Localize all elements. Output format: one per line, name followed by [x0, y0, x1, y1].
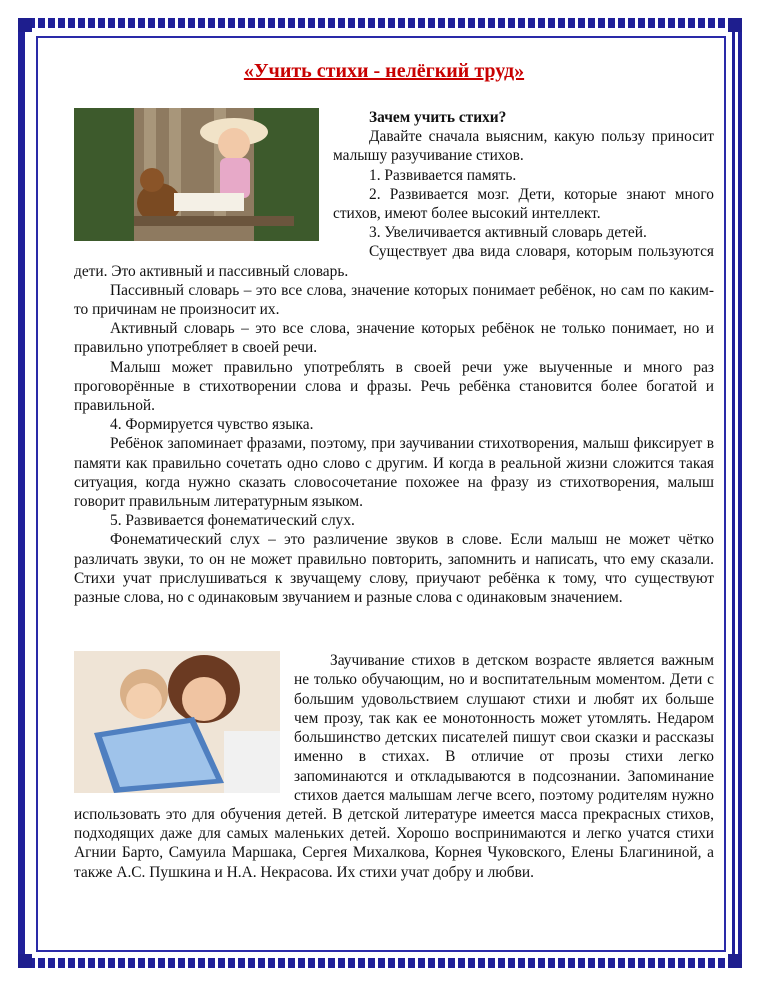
corner-ornament [728, 954, 742, 968]
photo-mother-child-reading [74, 651, 280, 793]
paragraph: Фонематический слух – это различение звуков в слове. Если малыш не может чётко различать звуки, то он не может правильно повторить, запомнить и написать, что ему сказали. Стихи учат прислушиваться к звучащему слову, приучают ребёнка к тому, что существуют разные слова, но с одинаковым звучанием и разные слова с одинаковым значением. [74, 531, 714, 607]
paragraph: 2. Развивается мозг. Дети, которые знают много стихов, имеют более высокий интеллект. [333, 185, 714, 223]
paragraph: 1. Развивается память. [369, 166, 517, 184]
paragraph: Активный словарь – это все слова, значение которых ребёнок не только понимает, но и правильно употребляет в своей речи. [74, 320, 714, 357]
paragraph: 4. Формируется чувство языка. [110, 416, 314, 434]
corner-ornament [728, 18, 742, 32]
paragraph: 3. Увеличивается активный словарь детей. [369, 224, 647, 242]
photo-girl-reading [74, 108, 319, 241]
paragraph: Ребёнок запоминает фразами, поэтому, при заучивании стихотворения, малыш фиксирует в памяти как правильно сочетать одно слово с другим. И когда в реальной жизни сложится такая ситуация, когда нужно сказать словосочетание похожее на фразу из стихотворения, малыш говорит правильным литературным языком. [74, 435, 714, 511]
paragraph: Существует два вида словаря, которым пользуются дети. Это активный и пассивный словарь. [74, 243, 714, 280]
paragraph: Пассивный словарь – это все слова, значение которых понимает ребёнок, но сам по каким-то причинам не произносит их. [74, 281, 714, 319]
mother-child-illustration [74, 651, 280, 793]
girl-reading-illustration [74, 108, 319, 241]
corner-ornament [18, 18, 32, 32]
section-heading: Зачем учить стихи? [369, 109, 507, 126]
paragraph: 5. Развивается фонематический слух. [110, 512, 355, 530]
paragraph: Давайте сначала выясним, какую пользу приносит малышу разучивание стихов. [333, 128, 714, 165]
page-title: «Учить стихи - нелёгкий труд» [243, 60, 525, 82]
article-body [74, 108, 714, 882]
paragraph: Малыш может правильно употреблять в своей речи уже выученные и много раз проговорённые в стихотворении слова и фразы. Речь ребёнка становится более богатой и правильной. [74, 358, 714, 415]
closing-paragraph: Заучивание стихов в детском возрасте является важным не только обучающим, но и воспитательным моментом. Дети с большим удовольствием слушают стихи и любят их больше чем прозу, так как ее монотонность может утомлять. Недаром большинство детских писателей пишут свои сказки и рассказы именно в стихах. В отличие от прозы стихи легко запоминаются и откладываются в подсознании. Запоминание стихов дается малышам легче всего, поэтому родителям нужно использовать это для обучения детей. В детской литературе имеется масса прекрасных стихов, подходящих даже для самых маленьких детей. Хорошо воспринимаются и легко учатся стихи Агнии Барто, Самуила Маршака, Сергея Михалкова, Корнея Чуковского, Елены Благининой, а также А.С. Пушкина и Н.А. Некрасова. Их стихи учат добру и любви. [74, 652, 714, 881]
corner-ornament [18, 954, 32, 968]
